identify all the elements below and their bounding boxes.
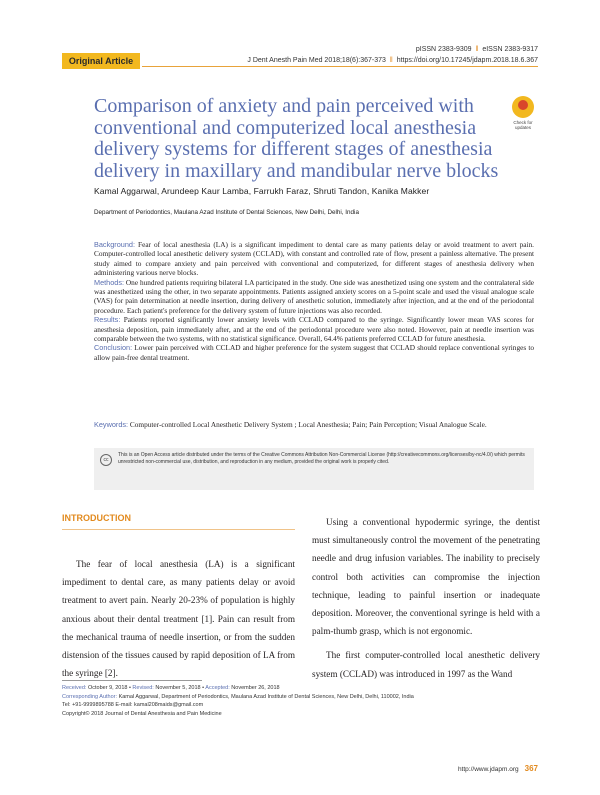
- copyright: Copyright© 2018 Journal of Dental Anesthesia and Pain Medicine: [62, 710, 222, 717]
- affiliation: Department of Periodontics, Maulana Azad Institute of Dental Sciences, New Delhi, Delhi, India: [94, 209, 359, 216]
- article-type-badge: Original Article: [62, 53, 140, 69]
- intro-paragraph-2: Using a conventional hypodermic syringe, the dentist must simultaneously control the movement of the penetrating needle and drug infusion variables. The inability to precisely control both activities can compromise the injection technique, leading to painful insertion or inadequate deposition. Moreover, the conventional syringe is held with a palm-thumb grasp, which is not ergonomic.: [312, 517, 540, 637]
- footnote-rule: [62, 680, 202, 681]
- issn-line: pISSN 2383-9309 ‖ eISSN 2383-9317: [415, 46, 538, 53]
- license-text: This is an Open Access article distributed under the terms of the Creative Commons Attribution Non-Commercial License (http://creativecommons.org/licenses/by-nc/4.0/) which permits unrestricted non-commercial use, distribution, and reproduction in any medium, provided the original work is properly cited.: [118, 452, 525, 465]
- citation-line: J Dent Anesth Pain Med 2018;18(6):367-373 ‖ https://doi.org/10.17245/jdapm.2018.18.6.367: [247, 57, 538, 64]
- crossmark-icon[interactable]: Check for updates: [508, 96, 538, 132]
- journal-url[interactable]: http://www.jdapm.org: [457, 766, 519, 773]
- corresponding-author: Corresponding Author: Kamal Aggarwal, Department of Periodontics, Maulana Azad Institute of Dental Sciences, New Delhi, Delhi, 110002, India: [62, 693, 414, 700]
- footnotes: [62, 684, 540, 718]
- page-number: 367: [524, 764, 538, 773]
- contact-info: Tel: +91-9999895788 E-mail: kamal208maids@gmail.com: [62, 702, 204, 709]
- abstract-methods: Methods: One hundred patients requiring bilateral LA participated in the study. One side was anesthetized using one system and the contralateral side was anesthetized using the other, in two separate appointments. Patients assigned anxiety scores on a 5-point scale and used the visual analogue scale (VAS) for pain determination at needle insertion, during delivery of anesthetic solution, immediately after injection, and at the end of the periodontal procedure. Each patient's preference for the delivery system of future injections was also recorded.: [94, 277, 535, 315]
- abstract-conclusion: Conclusion: Lower pain perceived with CCLAD and higher preference for the system suggest that CCLAD should replace conventional syringes to allow pain-free dental treatment.: [94, 343, 535, 362]
- right-column: [312, 513, 540, 683]
- intro-paragraph-3: The first computer-controlled local anesthetic delivery system (CCLAD) was introduced in 1997 as the Wand: [312, 650, 540, 679]
- history-dates: Received: October 9, 2018 • Revised: November 5, 2018 • Accepted: November 26, 2018: [62, 685, 280, 691]
- abstract: [94, 240, 534, 362]
- abstract-results: Results: Patients reported significantly lower anxiety levels with CCLAD compared to the syringe. Significantly lower mean VAS scores for anesthesia deposition, pain immediately after, and at the end of the periodontal procedure were also noted. However, pain at needle insertion was comparable between the two systems, with no statistical significance. Overall, 64.4% patients preferred CCLAD for future anesthesia.: [94, 315, 534, 344]
- creative-commons-icon: cc: [100, 454, 112, 466]
- doi-link[interactable]: https://doi.org/10.17245/jdapm.2018.18.6.367: [394, 57, 538, 64]
- abstract-background: Background: Fear of local anesthesia (LA) is a significant impediment to dental care as many patients delay or avoid treatment to avert pain. Computer-controlled local anesthetic delivery system (CCLAD), with constant and controlled rate of flow, present a painless alternative. The present study aimed to compare anxiety and pain perceived with conventional and computerized, for different stages of anesthesia delivery when administering various nerve blocks.: [94, 240, 535, 278]
- journal-header: [247, 44, 538, 66]
- section-heading-introduction: INTRODUCTION: [62, 513, 131, 523]
- page-footer: [458, 764, 538, 773]
- intro-paragraph-1: The fear of local anesthesia (LA) is a significant impediment to dental care, as many patients delay or avoid treatment to avert pain. Nearly 20-23% of population is highly anxious about their dental treatment [1]. Pain can result from the mechanical trauma of needle insertion, or from the sudden distension of the tissues caused by rapid deposition of LA from the syringe [2].: [62, 559, 295, 679]
- author-list: Kamal Aggarwal, Arundeep Kaur Lamba, Farrukh Faraz, Shruti Tandon, Kanika Makker: [94, 186, 430, 196]
- article-title: Comparison of anxiety and pain perceived with conventional and computerized local anesthesia delivery systems for different stages of anesthesia delivery in maxillary and mandibular nerve blocks: [94, 95, 499, 182]
- keywords: Keywords: Computer-controlled Local Anesthetic Delivery System ; Local Anesthesia; Pain; Pain Perception; Visual Analogue Scale.: [94, 420, 487, 429]
- left-column: [62, 513, 295, 682]
- license-box: [94, 448, 534, 490]
- header-rule: [142, 66, 538, 67]
- section-rule: [62, 529, 295, 530]
